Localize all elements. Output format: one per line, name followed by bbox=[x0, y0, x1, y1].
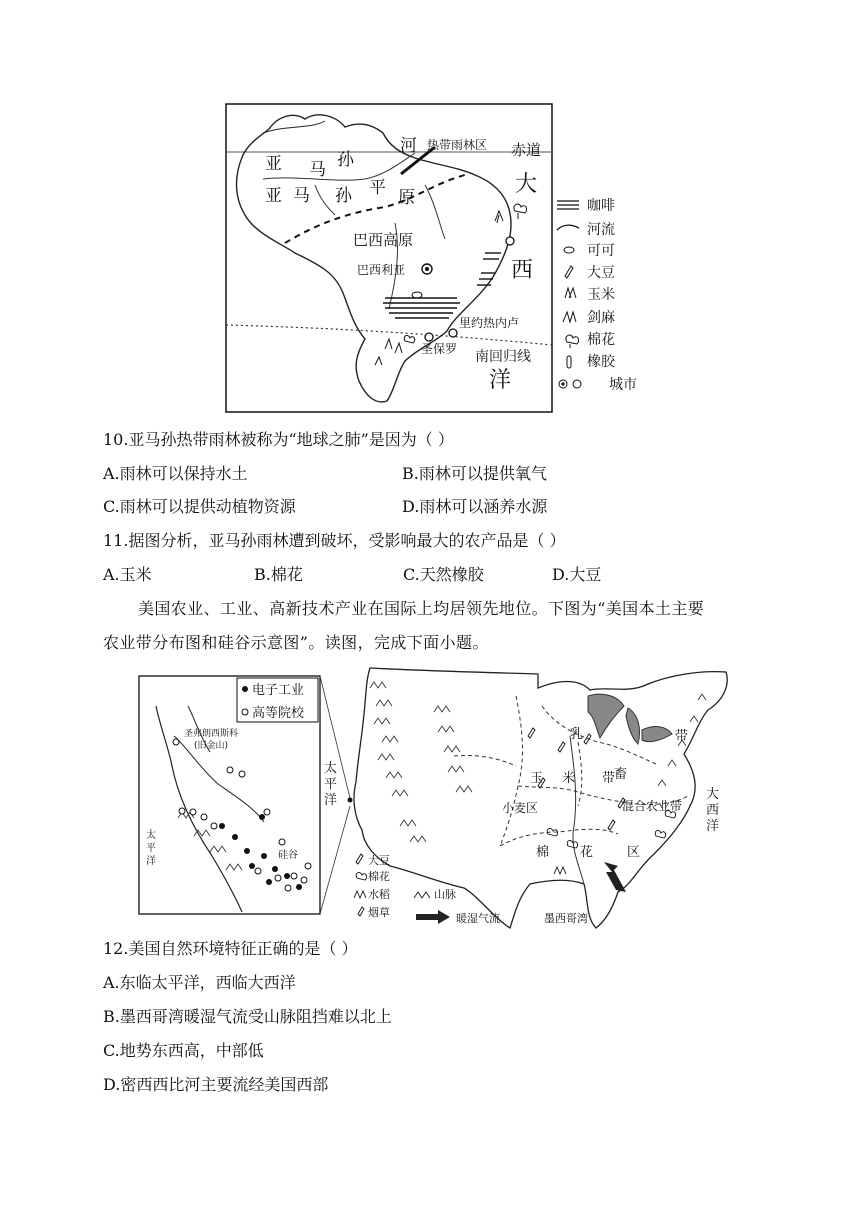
map1-plain-char: 平 bbox=[369, 178, 386, 198]
map2-pacific-char: 太 bbox=[324, 761, 338, 776]
map2-legend-tobacco: 烟草 bbox=[368, 906, 390, 919]
map2-legend-mountain: 山脉 bbox=[434, 888, 456, 901]
map2-cotton-char: 区 bbox=[627, 845, 641, 860]
map2-corn-char: 带 bbox=[602, 771, 616, 786]
legend-soybean: 大豆 bbox=[587, 265, 615, 281]
legend-cotton: 棉花 bbox=[587, 332, 615, 348]
legend-rubber: 橡胶 bbox=[587, 354, 615, 370]
legend-sisal: 剑麻 bbox=[587, 310, 615, 326]
map2-atlantic-char: 大 bbox=[706, 787, 720, 802]
map1-brasilia-label: 巴西利亚 bbox=[357, 263, 406, 277]
map2-legend-rice: 水稻 bbox=[368, 888, 390, 901]
inset-legend-colleges: 高等院校 bbox=[252, 706, 305, 721]
q11-option-c[interactable]: C.天然橡胶 bbox=[403, 565, 484, 584]
intro-line-1: 美国农业、工业、高新技术产业在国际上均居领先地位。下图为“美国本土主要 bbox=[138, 599, 705, 618]
map1-amazon-char: 亚 bbox=[265, 154, 282, 174]
map1-legend bbox=[555, 196, 655, 392]
q12-option-b[interactable]: B.墨西哥湾暖湿气流受山脉阻挡难以北上 bbox=[103, 1007, 392, 1026]
map1-plain-char: 孙 bbox=[335, 186, 352, 206]
map1-plain-char: 马 bbox=[293, 186, 310, 206]
map2-atlantic-char: 洋 bbox=[706, 819, 720, 834]
map2-dairy-char: 乳 bbox=[570, 727, 584, 742]
usa-agriculture-map bbox=[138, 666, 734, 932]
map1-ocean-char: 大 bbox=[515, 172, 538, 197]
inset-silicon-label: 硅谷 bbox=[278, 850, 298, 861]
q10-option-a[interactable]: A.雨林可以保持水土 bbox=[103, 464, 248, 483]
q11-option-d[interactable]: D.大豆 bbox=[552, 565, 602, 584]
q10-option-c[interactable]: C.雨林可以提供动植物资源 bbox=[103, 497, 296, 516]
legend-coffee: 咖啡 bbox=[587, 198, 615, 214]
q12-option-d[interactable]: D.密西西比河主要流经美国西部 bbox=[103, 1075, 329, 1094]
brazil-agriculture-map bbox=[225, 103, 553, 413]
legend-river: 河流 bbox=[587, 222, 615, 238]
map2-legend-soybean: 大豆 bbox=[368, 854, 390, 867]
map1-tropic-label: 南回归线 bbox=[475, 349, 531, 365]
map2-dairy-char: 畜 bbox=[614, 767, 628, 782]
q11-stem: 11.据图分析，亚马孙雨林遭到破坏，受影响最大的农产品是（ ） bbox=[103, 531, 566, 550]
map1-plain-char: 原 bbox=[398, 188, 415, 208]
map1-ocean-char: 西 bbox=[511, 258, 534, 283]
inset-pacific-char: 洋 bbox=[146, 856, 156, 867]
map2-corn-char: 米 bbox=[562, 771, 576, 786]
intro-line-2: 农业带分布图和硅谷示意图”。读图，完成下面小题。 bbox=[103, 633, 489, 652]
map1-amazon-char: 马 bbox=[309, 160, 326, 180]
map1-plateau-label: 巴西高原 bbox=[353, 231, 414, 249]
map2-legend-warm-air: 暖湿气流 bbox=[456, 912, 500, 925]
legend-city: 城市 bbox=[609, 377, 637, 392]
map2-atlantic-char: 西 bbox=[706, 803, 720, 818]
q10-option-d[interactable]: D.雨林可以涵养水源 bbox=[402, 497, 548, 516]
map1-ocean-char: 洋 bbox=[489, 368, 512, 393]
q12-option-c[interactable]: C.地势东西高，中部低 bbox=[103, 1041, 264, 1060]
legend-corn: 玉米 bbox=[587, 287, 615, 303]
map2-gulf-label: 墨西哥湾 bbox=[544, 912, 588, 925]
map2-corn-char: 玉 bbox=[530, 771, 544, 786]
map1-rio-label: 里约热内卢 bbox=[459, 316, 520, 330]
map1-river-char: 河 bbox=[400, 136, 417, 156]
map1-saopaulo-label: 圣保罗 bbox=[421, 342, 458, 356]
map2-legend-cotton: 棉花 bbox=[368, 870, 390, 883]
q11-option-a[interactable]: A.玉米 bbox=[103, 565, 152, 584]
inset-legend-electronics: 电子工业 bbox=[252, 683, 305, 698]
map2-pacific-char: 平 bbox=[324, 777, 338, 792]
map1-equator-label: 赤道 bbox=[511, 141, 542, 159]
q11-option-b[interactable]: B.棉花 bbox=[254, 565, 303, 584]
map2-dairy-char: 带 bbox=[675, 729, 689, 744]
inset-pacific-char: 平 bbox=[146, 843, 156, 854]
map1-plain-char: 亚 bbox=[265, 186, 282, 206]
q10-stem: 10.亚马孙热带雨林被称为“地球之肺”是因为（ ） bbox=[103, 430, 454, 449]
map2-cotton-char: 棉 bbox=[536, 845, 550, 860]
q12-stem: 12.美国自然环境特征正确的是（ ） bbox=[103, 939, 358, 958]
inset-sf-label: 圣弗朗西斯科 bbox=[184, 729, 239, 739]
map1-amazon-char: 孙 bbox=[337, 150, 354, 170]
map2-cotton-char: 花 bbox=[580, 845, 594, 860]
q12-option-a[interactable]: A.东临太平洋，西临大西洋 bbox=[103, 973, 296, 992]
inset-sf-alt-label: (旧金山) bbox=[194, 741, 229, 751]
map2-pacific-char: 洋 bbox=[324, 793, 338, 808]
inset-pacific-char: 太 bbox=[146, 830, 156, 841]
map2-wheat-label: 小麦区 bbox=[502, 801, 539, 815]
map1-rainforest-label: 热带雨林区 bbox=[427, 138, 488, 152]
q10-option-b[interactable]: B.雨林可以提供氧气 bbox=[402, 464, 547, 483]
map2-mixed-label: 混合农业带 bbox=[622, 799, 683, 813]
legend-cocoa: 可可 bbox=[587, 243, 615, 259]
